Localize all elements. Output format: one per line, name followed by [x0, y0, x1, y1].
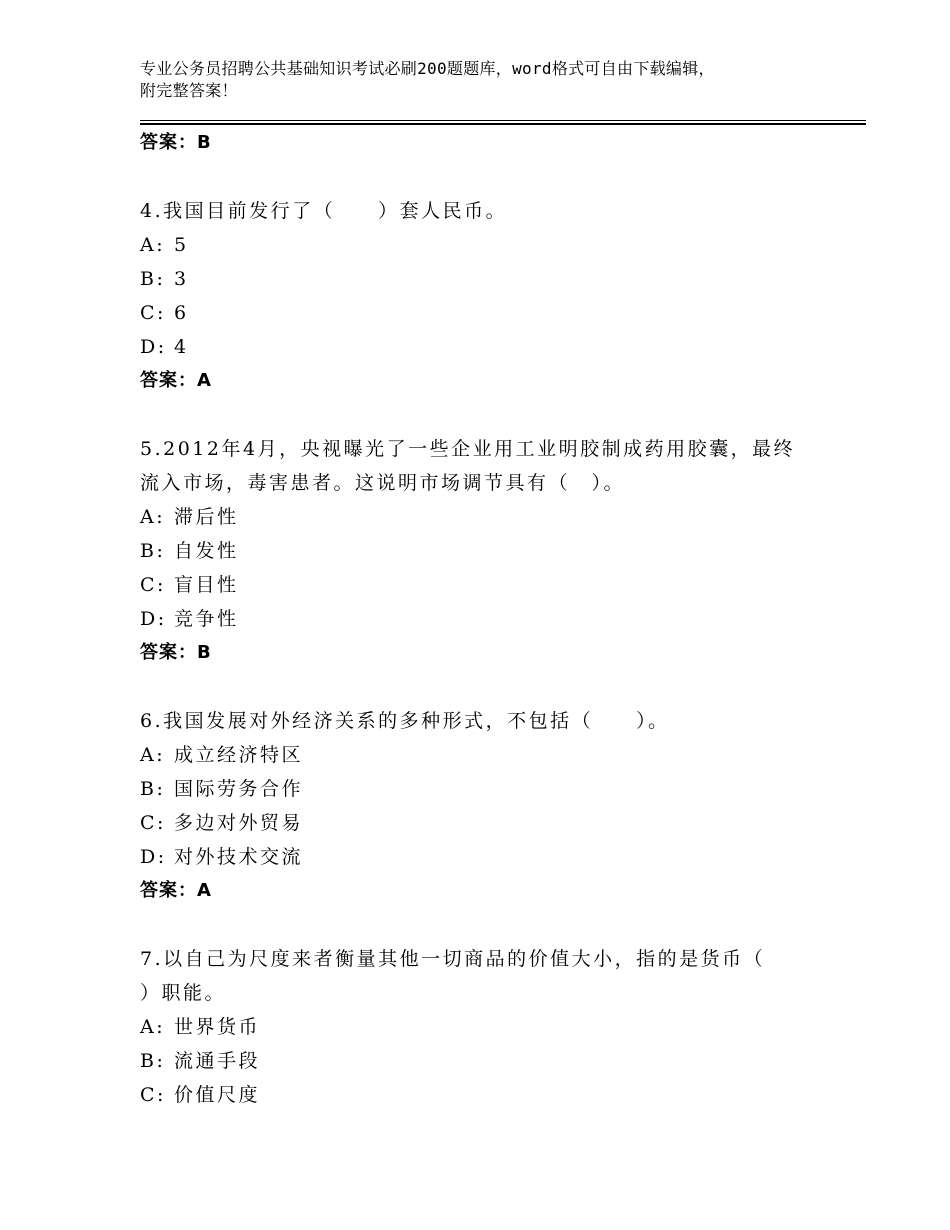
option-text: 5 — [174, 234, 189, 256]
header-line-1: 专业公务员招聘公共基础知识考试必刷200题题库，word格式可自由下载编辑， — [140, 59, 715, 78]
answer: 答案：A — [140, 880, 212, 901]
option-text: 多边对外贸易 — [174, 812, 304, 834]
question-stem — [140, 942, 820, 1010]
question-stem — [140, 432, 820, 500]
option-key: A: — [140, 744, 166, 766]
stem-line: 6.我国发展对外经济关系的多种形式，不包括（ ）。 — [140, 710, 670, 732]
option-text: 4 — [174, 336, 189, 358]
option-text: 世界货币 — [174, 1016, 261, 1038]
question-5 — [140, 432, 820, 670]
option-c — [140, 296, 820, 330]
option-text: 3 — [174, 268, 189, 290]
option-text: 盲目性 — [174, 574, 239, 596]
option-d — [140, 840, 820, 874]
option-key: D: — [140, 336, 167, 358]
header-line-2: 附完整答案！ — [140, 81, 238, 100]
option-key: C: — [140, 1084, 166, 1106]
option-key: A: — [140, 1016, 166, 1038]
option-key: D: — [140, 846, 167, 868]
option-d — [140, 330, 820, 364]
question-list — [140, 126, 820, 1112]
option-text: 竞争性 — [174, 608, 239, 630]
option-b — [140, 772, 820, 806]
option-b — [140, 262, 820, 296]
page-header — [140, 58, 840, 102]
question-stem — [140, 704, 820, 738]
option-key: D: — [140, 608, 167, 630]
answer: 答案：A — [140, 370, 212, 391]
option-text: 对外技术交流 — [174, 846, 304, 868]
option-key: B: — [140, 778, 166, 800]
option-text: 流通手段 — [174, 1050, 261, 1072]
option-key: B: — [140, 1050, 166, 1072]
option-key: B: — [140, 268, 166, 290]
header-divider — [140, 120, 866, 125]
option-a — [140, 500, 820, 534]
option-b — [140, 534, 820, 568]
option-text: 自发性 — [174, 540, 239, 562]
option-text: 成立经济特区 — [174, 744, 304, 766]
option-text: 滞后性 — [174, 506, 239, 528]
stem-line: 7.以自己为尺度来者衡量其他一切商品的价值大小，指的是货币（ — [140, 948, 766, 970]
option-a — [140, 738, 820, 772]
option-c — [140, 1078, 820, 1112]
stem-line: ）职能。 — [140, 982, 227, 1004]
option-key: A: — [140, 234, 166, 256]
option-key: C: — [140, 302, 166, 324]
option-key: A: — [140, 506, 166, 528]
question-stem — [140, 194, 820, 228]
previous-answer: 答案：B — [140, 132, 212, 153]
option-c — [140, 806, 820, 840]
option-text: 价值尺度 — [174, 1084, 261, 1106]
option-key: C: — [140, 812, 166, 834]
option-key: B: — [140, 540, 166, 562]
option-c — [140, 568, 820, 602]
stem-line: 流入市场，毒害患者。这说明市场调节具有（ ）。 — [140, 472, 626, 494]
option-text: 6 — [174, 302, 189, 324]
question-4 — [140, 194, 820, 398]
option-a — [140, 1010, 820, 1044]
stem-line: 5.2012年4月，央视曝光了一些企业用工业明胶制成药用胶囊，最终 — [140, 438, 796, 460]
option-d — [140, 602, 820, 636]
option-a — [140, 228, 820, 262]
option-text: 国际劳务合作 — [174, 778, 304, 800]
stem-line: 4.我国目前发行了（ ）套人民币。 — [140, 200, 508, 222]
option-b — [140, 1044, 820, 1078]
question-6 — [140, 704, 820, 908]
option-key: C: — [140, 574, 166, 596]
question-7 — [140, 942, 820, 1112]
answer: 答案：B — [140, 642, 212, 663]
